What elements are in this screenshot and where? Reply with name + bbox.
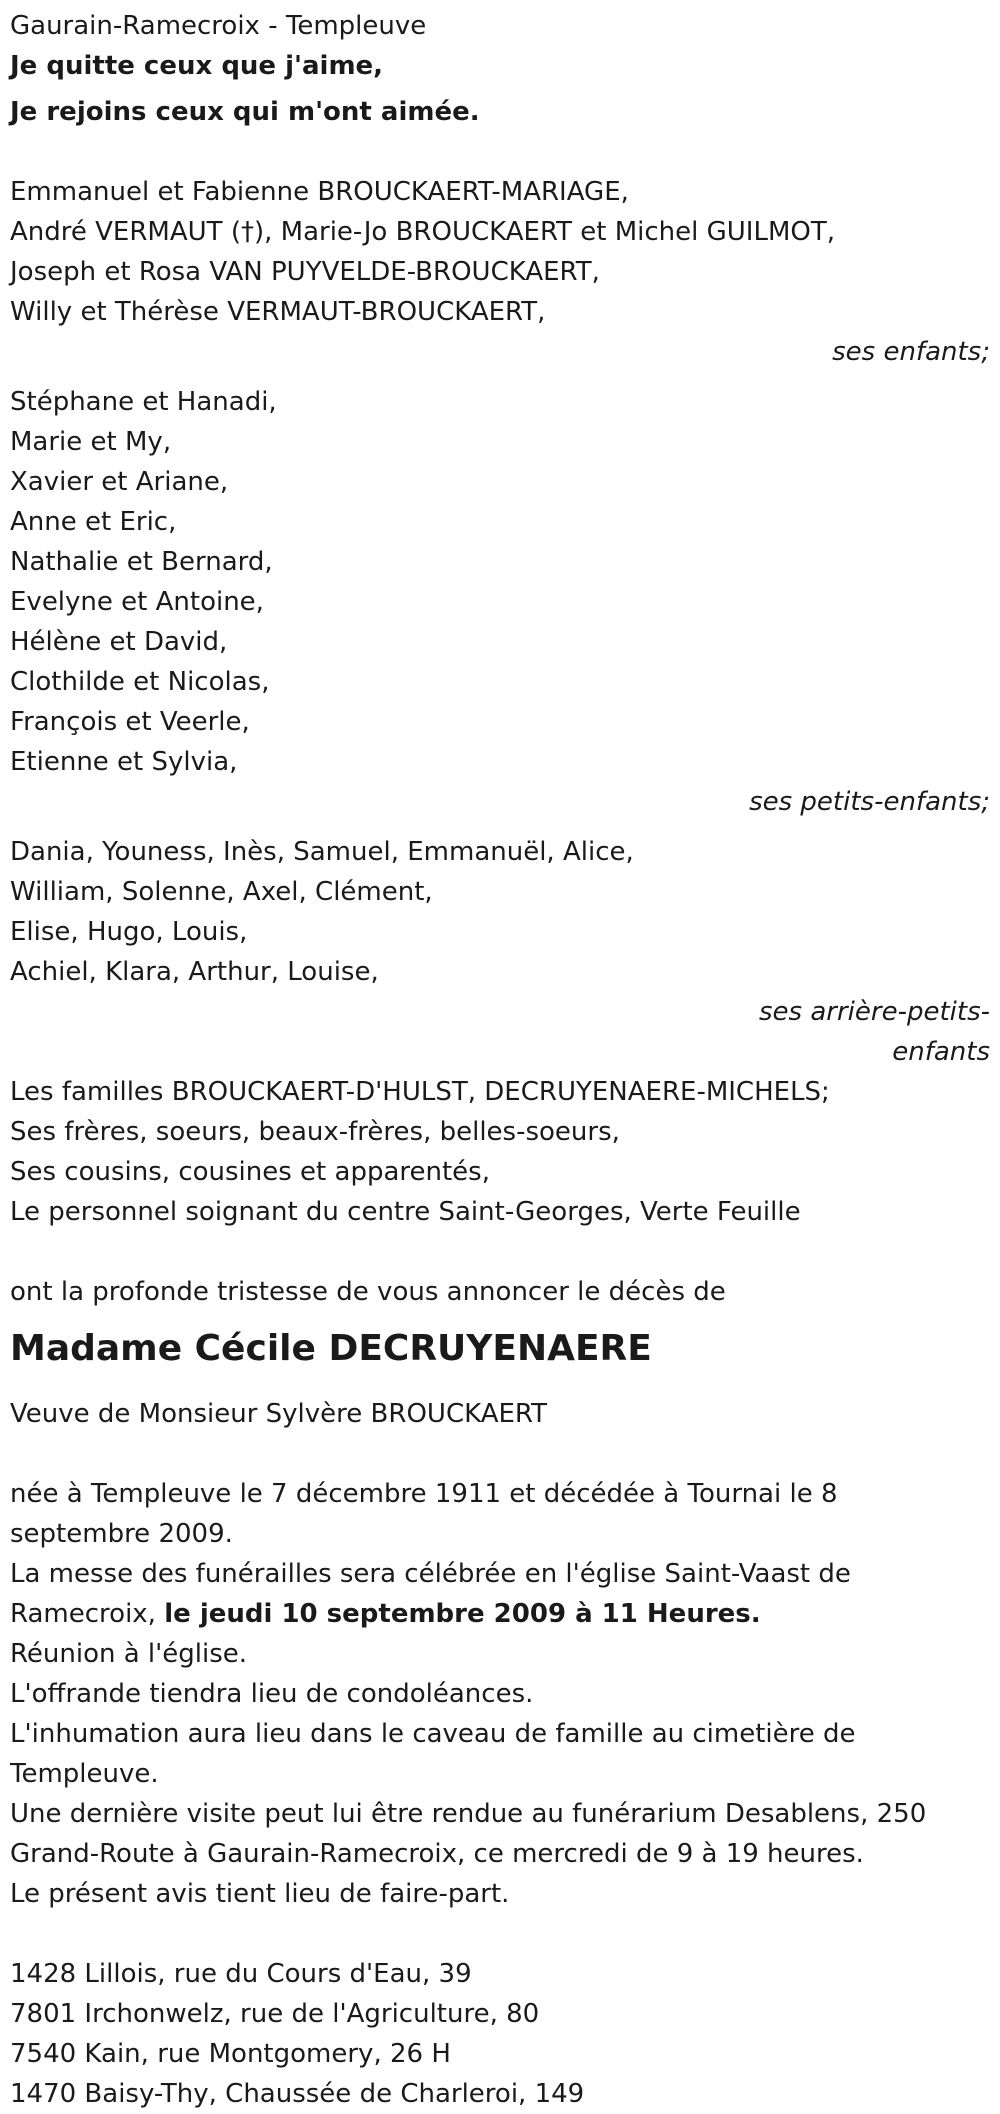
- birth-death-text: née à Templeuve le 7 décembre 1911 et décédée à Tournai le 8 septembre 2009.: [10, 1479, 838, 1549]
- spacer: [10, 1914, 990, 1954]
- verse-line-2: Je rejoins ceux qui m'ont aimée.: [10, 97, 480, 127]
- widow-of-text: Veuve de Monsieur Sylvère BROUCKAERT: [10, 1399, 547, 1429]
- burial-text: L'inhumation aura lieu dans le caveau de famille au cimetière de Templeuve.: [10, 1719, 856, 1789]
- great-grandchildren-label-1: ses arrière-petits-: [759, 997, 990, 1027]
- offering-text: L'offrande tiendra lieu de condoléances.: [10, 1679, 534, 1709]
- address-line: 1428 Lillois, rue du Cours d'Eau, 39: [10, 1959, 472, 1989]
- children-name: Willy et Thérèse VERMAUT-BROUCKAERT,: [10, 297, 546, 327]
- great-grandchildren-label-2: enfants: [892, 1037, 990, 1067]
- great-grandchildren-section: [10, 832, 990, 1072]
- children-label: ses enfants;: [832, 337, 990, 367]
- other-mourners: Le personnel soignant du centre Saint-Georges, Verte Feuille: [10, 1197, 801, 1227]
- visit-text: Une dernière visite peut lui être rendue au funérarium Desablens, 250 Grand-Route à Gaurain-Ramecroix, ce mercredi de 9 à 19 heures.: [10, 1799, 927, 1869]
- great-grandchild-names: Dania, Youness, Inès, Samuel, Emmanuël, Alice,: [10, 837, 634, 867]
- grandchild-name: Xavier et Ariane,: [10, 467, 229, 497]
- grandchild-name: Evelyne et Antoine,: [10, 587, 264, 617]
- grandchild-name: Marie et My,: [10, 427, 172, 457]
- details-section: [10, 1474, 970, 1914]
- addresses-section: [10, 1954, 990, 2114]
- grandchild-name: Anne et Eric,: [10, 507, 177, 537]
- grandchild-name: François et Veerle,: [10, 707, 250, 737]
- spacer: [10, 822, 990, 832]
- mass-date: le jeudi 10 septembre 2009 à 11 Heures.: [164, 1599, 761, 1629]
- address-line: 7540 Kain, rue Montgomery, 26 H: [10, 2039, 451, 2069]
- announcement-text: ont la profonde tristesse de vous annoncer le décès de: [10, 1277, 726, 1307]
- notice-text: Le présent avis tient lieu de faire-part.: [10, 1879, 510, 1909]
- spacer: [10, 132, 990, 172]
- great-grandchild-names: Achiel, Klara, Arthur, Louise,: [10, 957, 379, 987]
- other-mourners: Les familles BROUCKAERT-D'HULST, DECRUYENAERE-MICHELS;: [10, 1077, 830, 1107]
- others-section: [10, 1072, 990, 1232]
- deceased-name: Madame Cécile DECRUYENAERE: [10, 1328, 652, 1369]
- other-mourners: Ses frères, soeurs, beaux-frères, belles-soeurs,: [10, 1117, 620, 1147]
- grandchild-name: Stéphane et Hanadi,: [10, 387, 277, 417]
- spacer: [10, 372, 990, 382]
- meeting-text: Réunion à l'église.: [10, 1639, 248, 1669]
- location-line: Gaurain-Ramecroix - Templeuve: [10, 11, 427, 41]
- children-name: André VERMAUT (†), Marie-Jo BROUCKAERT et Michel GUILMOT,: [10, 217, 836, 247]
- grandchildren-label: ses petits-enfants;: [749, 787, 990, 817]
- grandchild-name: Nathalie et Bernard,: [10, 547, 273, 577]
- mass-paragraph: [10, 1554, 970, 1634]
- grandchild-name: Clothilde et Nicolas,: [10, 667, 270, 697]
- grandchildren-section: [10, 382, 990, 822]
- children-name: Joseph et Rosa VAN PUYVELDE-BROUCKAERT,: [10, 257, 600, 287]
- other-mourners: Ses cousins, cousines et apparentés,: [10, 1157, 490, 1187]
- spacer: [10, 1434, 990, 1474]
- address-line: 7801 Irchonwelz, rue de l'Agriculture, 80: [10, 1999, 540, 2029]
- children-section: [10, 172, 990, 372]
- great-grandchild-names: Elise, Hugo, Louis,: [10, 917, 248, 947]
- children-name: Emmanuel et Fabienne BROUCKAERT-MARIAGE,: [10, 177, 629, 207]
- grandchild-name: Etienne et Sylvia,: [10, 747, 238, 777]
- address-line: 1470 Baisy-Thy, Chaussée de Charleroi, 149: [10, 2079, 585, 2109]
- great-grandchild-names: William, Solenne, Axel, Clément,: [10, 877, 433, 907]
- verse-line-1: Je quitte ceux que j'aime,: [10, 51, 384, 81]
- mass-text: La messe des funérailles sera célébrée en l'église Saint-Vaast de Ramecroix,: [10, 1559, 851, 1629]
- spacer: [10, 1232, 990, 1272]
- grandchild-name: Hélène et David,: [10, 627, 228, 657]
